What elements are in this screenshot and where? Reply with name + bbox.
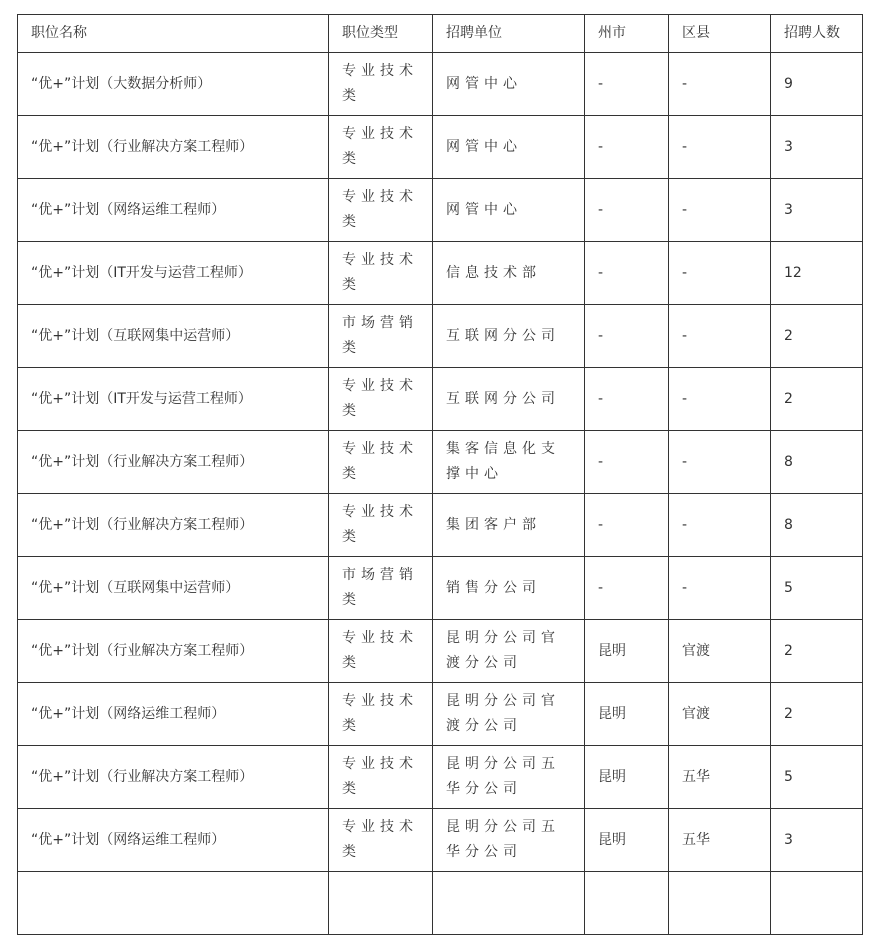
cell-position-name: “优+”计划（网络运维工程师） [18,683,329,746]
header-city: 州市 [585,15,669,53]
cell-position-type: 专业技术类 [329,431,433,494]
cell-headcount: 12 [771,242,863,305]
cell-position-name: “优+”计划（大数据分析师） [18,53,329,116]
cell-district: - [669,494,771,557]
recruitment-table-container [17,14,863,935]
cell-headcount: 8 [771,431,863,494]
cell-district: - [669,431,771,494]
cell-district: - [669,179,771,242]
table-row [18,557,863,620]
cell-recruiting-unit: 信息技术部 [433,242,585,305]
cell-city: - [585,431,669,494]
cell-position-type: 专业技术类 [329,53,433,116]
cell-city: 昆明 [585,809,669,872]
cell-position-name: “优+”计划（互联网集中运营师） [18,305,329,368]
cell-recruiting-unit: 昆明分公司官渡分公司 [433,683,585,746]
cell-headcount: 3 [771,179,863,242]
table-row [18,620,863,683]
cell-position-type [329,872,433,935]
recruitment-table [17,14,863,935]
table-row [18,746,863,809]
cell-recruiting-unit: 销售分公司 [433,557,585,620]
cell-city: - [585,53,669,116]
cell-recruiting-unit: 集客信息化支撑中心 [433,431,585,494]
cell-district [669,872,771,935]
cell-recruiting-unit: 网管中心 [433,179,585,242]
cell-district: - [669,242,771,305]
cell-position-name: “优+”计划（行业解决方案工程师） [18,431,329,494]
cell-position-name: “优+”计划（IT开发与运营工程师） [18,242,329,305]
cell-city: 昆明 [585,683,669,746]
cell-position-type: 市场营销类 [329,557,433,620]
cell-district: - [669,368,771,431]
cell-city: - [585,242,669,305]
cell-position-name: “优+”计划（IT开发与运营工程师） [18,368,329,431]
cell-city: 昆明 [585,620,669,683]
cell-position-name: “优+”计划（网络运维工程师） [18,179,329,242]
cell-city: 昆明 [585,746,669,809]
cell-district: 五华 [669,746,771,809]
cell-headcount: 8 [771,494,863,557]
cell-city: - [585,305,669,368]
header-district: 区县 [669,15,771,53]
cell-headcount: 5 [771,557,863,620]
header-recruiting-unit: 招聘单位 [433,15,585,53]
cell-position-type: 专业技术类 [329,620,433,683]
cell-position-type: 专业技术类 [329,746,433,809]
cell-city: - [585,494,669,557]
table-body [18,53,863,935]
cell-position-type: 市场营销类 [329,305,433,368]
cell-district: 官渡 [669,683,771,746]
cell-position-name: “优+”计划（行业解决方案工程师） [18,746,329,809]
table-row [18,368,863,431]
table-row [18,431,863,494]
cell-headcount: 2 [771,305,863,368]
header-headcount: 招聘人数 [771,15,863,53]
cell-position-type: 专业技术类 [329,242,433,305]
table-row [18,494,863,557]
table-row [18,116,863,179]
cell-recruiting-unit: 集团客户部 [433,494,585,557]
cell-district: 五华 [669,809,771,872]
cell-headcount: 9 [771,53,863,116]
table-row [18,242,863,305]
cell-headcount: 2 [771,620,863,683]
table-row [18,53,863,116]
cell-headcount: 2 [771,368,863,431]
table-row [18,872,863,935]
cell-position-type: 专业技术类 [329,116,433,179]
cell-city: - [585,179,669,242]
cell-position-name: “优+”计划（行业解决方案工程师） [18,620,329,683]
cell-position-name [18,872,329,935]
cell-headcount: 3 [771,116,863,179]
cell-position-name: “优+”计划（行业解决方案工程师） [18,116,329,179]
cell-district: - [669,116,771,179]
cell-position-name: “优+”计划（互联网集中运营师） [18,557,329,620]
header-position-type: 职位类型 [329,15,433,53]
cell-recruiting-unit: 互联网分公司 [433,305,585,368]
cell-recruiting-unit: 昆明分公司五华分公司 [433,746,585,809]
cell-district: - [669,53,771,116]
cell-recruiting-unit: 昆明分公司五华分公司 [433,809,585,872]
table-row [18,683,863,746]
cell-city: - [585,557,669,620]
cell-position-type: 专业技术类 [329,179,433,242]
cell-district: 官渡 [669,620,771,683]
cell-headcount: 5 [771,746,863,809]
cell-position-type: 专业技术类 [329,683,433,746]
cell-position-name: “优+”计划（网络运维工程师） [18,809,329,872]
cell-recruiting-unit: 网管中心 [433,116,585,179]
cell-district: - [669,305,771,368]
table-row [18,179,863,242]
table-row [18,809,863,872]
cell-headcount [771,872,863,935]
table-row [18,305,863,368]
cell-recruiting-unit: 网管中心 [433,53,585,116]
header-row [18,15,863,53]
cell-recruiting-unit: 昆明分公司官渡分公司 [433,620,585,683]
cell-headcount: 3 [771,809,863,872]
cell-city: - [585,116,669,179]
cell-district: - [669,557,771,620]
cell-position-type: 专业技术类 [329,368,433,431]
cell-recruiting-unit [433,872,585,935]
cell-headcount: 2 [771,683,863,746]
cell-position-type: 专业技术类 [329,494,433,557]
header-position-name: 职位名称 [18,15,329,53]
cell-recruiting-unit: 互联网分公司 [433,368,585,431]
cell-city [585,872,669,935]
cell-position-type: 专业技术类 [329,809,433,872]
cell-position-name: “优+”计划（行业解决方案工程师） [18,494,329,557]
cell-city: - [585,368,669,431]
